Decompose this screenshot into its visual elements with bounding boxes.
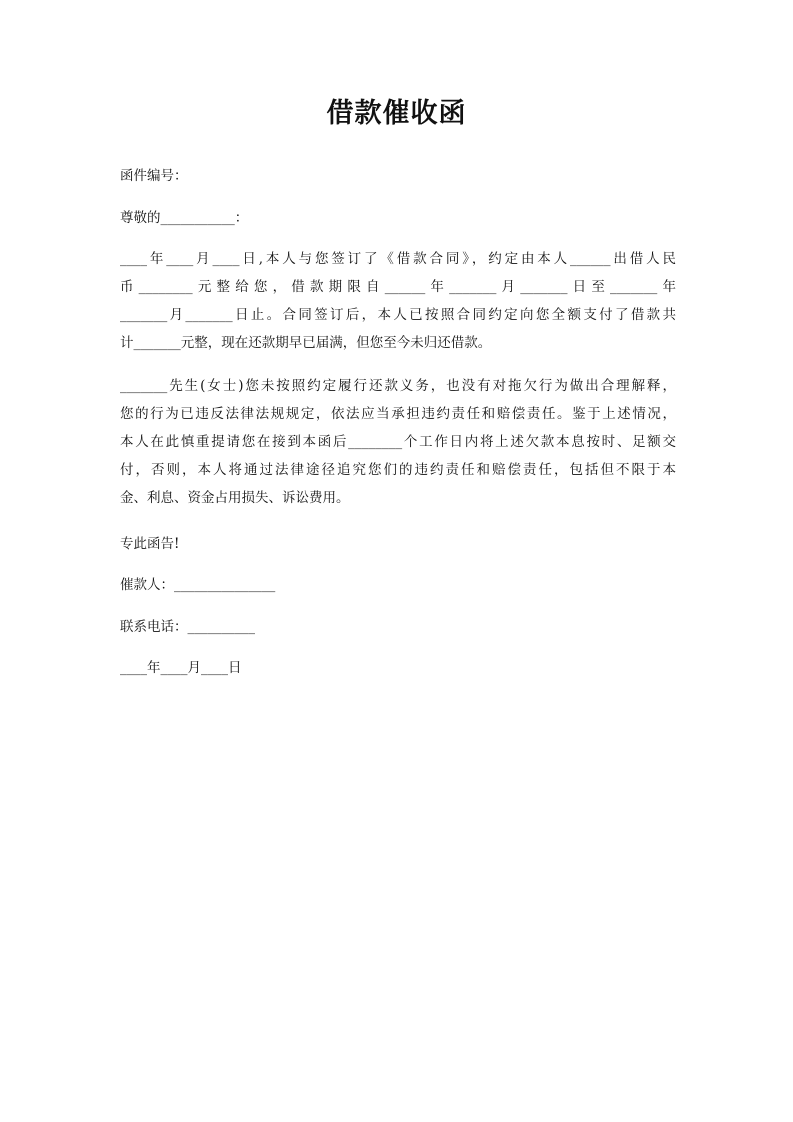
paragraph-line: 您的行为已违反法律法规规定，依法应当承担违约责任和赔偿责任。鉴于上述情况，	[120, 406, 676, 422]
phone-line: 联系电话：__________	[120, 619, 255, 635]
paragraph-line: ____年____月____日,本人与您签订了《借款合同》，约定由本人______出借人民	[120, 251, 676, 267]
paragraph-line: _______月_______日止。合同签订后，本人已按照合同约定向您全额支付了借款共	[120, 307, 676, 323]
letter-number-label: 函件编号：	[120, 168, 188, 184]
paragraph-line: 本人在此慎重提请您在接到本函后________个工作日内将上述欠款本息按时、足额交	[120, 434, 676, 450]
paragraph-line: 付，否则，本人将通过法律途径追究您们的违约责任和赔偿责任，包括但不限于本	[120, 462, 676, 478]
date-line: ____年____月____日	[120, 660, 242, 676]
paragraph-line: _______先生(女士)您未按照约定履行还款义务，也没有对拖欠行为做出合理解释，	[120, 378, 676, 394]
paragraph-line: 计_______元整，现在还款期早已届满，但您至今未归还借款。	[120, 335, 492, 351]
paragraph-line: 币________元整给您，借款期限自______年_______月_______日至_______年	[120, 279, 676, 295]
paragraph-line: 金、利息、资金占用损失、诉讼费用。	[120, 490, 350, 506]
salutation: 尊敬的___________：	[120, 210, 249, 226]
document-title: 借款催收函	[326, 98, 467, 129]
collector-signature-line: 催款人：_______________	[120, 577, 276, 593]
paragraph-demand	[120, 372, 676, 512]
closing-remark: 专此函告!	[120, 536, 180, 552]
paragraph-contract-details	[120, 245, 676, 357]
